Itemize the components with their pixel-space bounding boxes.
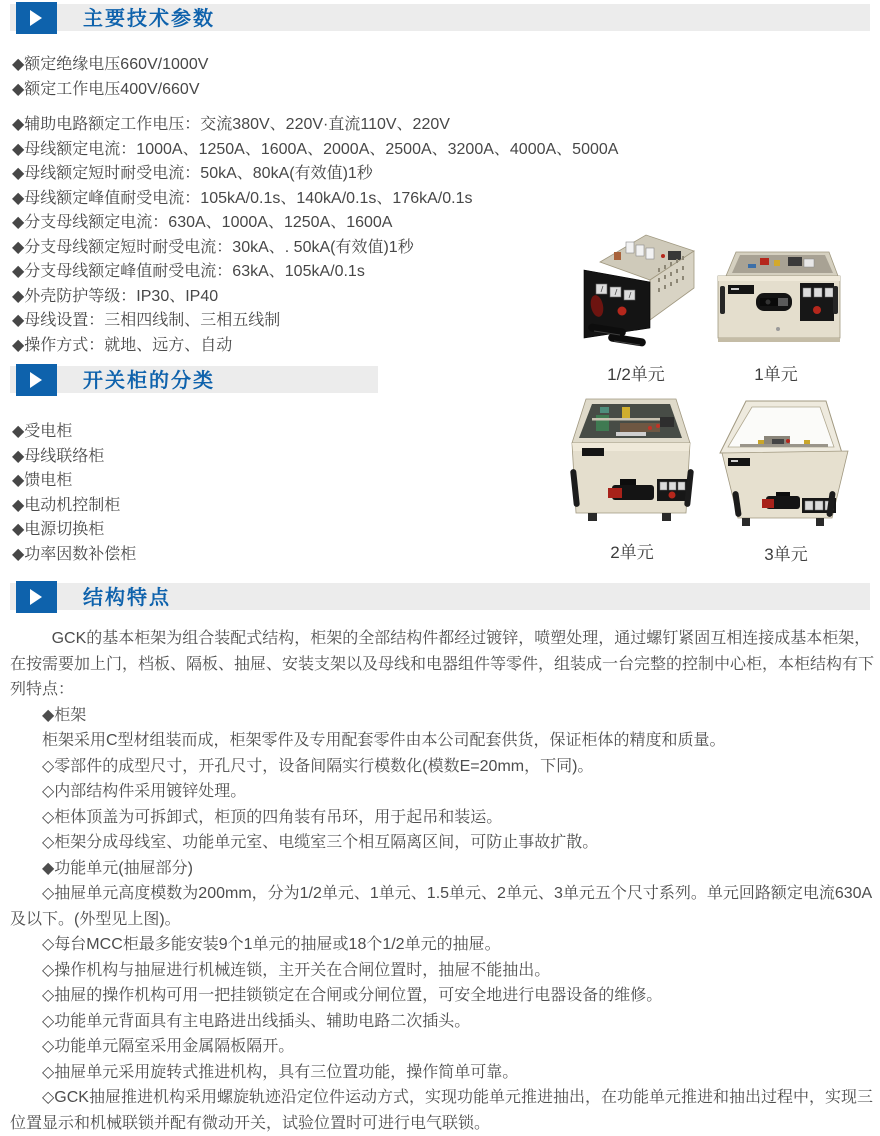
list-item: ◆分支母线额定短时耐受电流：30kA、. 50kA(有效值)1秒 bbox=[12, 238, 414, 256]
paragraph: 柜架采用C型材组装而成，柜架零件及专用配套零件由本公司配套供货，保证柜体的精度和质量。 bbox=[42, 732, 726, 749]
list-item: ◆操作方式：就地、远方、自动 bbox=[12, 336, 233, 354]
drawer-unit-one-illustration bbox=[708, 246, 844, 346]
tech-params-list bbox=[12, 53, 618, 358]
list-item: ◆外壳防护等级：IP30、IP40 bbox=[12, 287, 219, 305]
paragraph: ◇柜体顶盖为可拆卸式，柜顶的四角装有吊环，用于起吊和装运。 bbox=[42, 808, 503, 826]
paragraph: ◆功能单元(抽屉部分) bbox=[42, 859, 193, 877]
structure-feature-text bbox=[10, 626, 874, 1136]
unit-two-photo bbox=[562, 393, 702, 543]
list-item: ◆分支母线额定电流：630A、1000A、1250A、1600A bbox=[12, 214, 393, 231]
list-item: ◆功率因数补偿柜 bbox=[12, 545, 137, 563]
unit-photo-gallery bbox=[540, 228, 880, 580]
drawer-unit-half-illustration bbox=[570, 228, 702, 356]
paragraph: ◇零部件的成型尺寸，开孔尺寸，设备间隔实行模数化(模数E=20mm，下同)。 bbox=[42, 757, 594, 775]
list-item: ◆母线额定短时耐受电流：50kA、80kA(有效值)1秒 bbox=[12, 165, 373, 182]
section-badge bbox=[16, 364, 57, 396]
paragraph: ◇抽屉单元采用旋转式推进机构，具有三位置功能，操作简单可靠。 bbox=[42, 1063, 519, 1081]
section-title: 主要技术参数 bbox=[83, 8, 215, 30]
paragraph: ◇柜架分成母线室、功能单元室、电缆室三个相互隔离区间，可防止事故扩散。 bbox=[42, 834, 599, 851]
section-title: 结构特点 bbox=[83, 587, 171, 609]
play-triangle-icon bbox=[30, 589, 42, 605]
list-item: ◆额定绝缘电压660V/1000V bbox=[12, 56, 209, 73]
paragraph: ◇功能单元隔室采用金属隔板隔开。 bbox=[42, 1038, 295, 1055]
paragraph: ◇抽屉的操作机构可用一把挂锁锁定在合闸或分闸位置，可安全地进行电器设备的维修。 bbox=[42, 987, 663, 1004]
paragraph: ◇每台MCC柜最多能安装9个1单元的抽屉或18个1/2单元的抽屉。 bbox=[42, 936, 501, 953]
classification-list bbox=[12, 420, 136, 567]
paragraph: ◇操作机构与抽屉进行机械连锁，主开关在合闸位置时，抽屉不能抽出。 bbox=[42, 961, 551, 979]
paragraph: ◇功能单元背面具有主电路进出线插头、辅助电路二次插头。 bbox=[42, 1012, 471, 1030]
unit-label: 1单元 bbox=[754, 365, 798, 384]
list-item: ◆母线联络柜 bbox=[12, 447, 105, 465]
list-item: ◆母线额定电流：1000A、1250A、1600A、2000A、2500A、3200A、4000A、5000A bbox=[12, 140, 619, 158]
list-item: ◆分支母线额定峰值耐受电流：63kA、105kA/0.1s bbox=[12, 263, 365, 280]
section-badge bbox=[16, 2, 57, 34]
unit-one-photo bbox=[708, 246, 844, 351]
play-triangle-icon bbox=[30, 10, 42, 26]
play-triangle-icon bbox=[30, 372, 42, 388]
unit-half-photo bbox=[570, 228, 702, 361]
unit-three-photo bbox=[712, 396, 860, 541]
paragraph: ◇GCK抽屉推进机构采用螺旋轨迹沿定位件运动方式，实现功能单元推进抽出，在功能单元推进和抽出过程中，实现三位置显示和机械联锁并配有微动开关，试验位置时可进行电气联锁。 bbox=[10, 1089, 873, 1132]
list-item: ◆电动机控制柜 bbox=[12, 496, 121, 514]
list-item: ◆辅助电路额定工作电压：交流380V、220V·直流110V、220V bbox=[12, 116, 450, 133]
section-title: 开关柜的分类 bbox=[83, 370, 215, 392]
section-badge bbox=[16, 581, 57, 613]
drawer-unit-three-illustration bbox=[712, 396, 860, 536]
section-header-classification bbox=[10, 366, 378, 393]
list-item: ◆母线额定峰值耐受电流：105kA/0.1s、140kA/0.1s、176kA/0.1s bbox=[12, 189, 473, 207]
paragraph: ◇抽屉单元高度模数为200mm，分为1/2单元、1单元、1.5单元、2单元、3单元五个尺寸系列。单元回路额定电流630A及以下。(外型见上图)。 bbox=[10, 885, 873, 928]
paragraph: ◆柜架 bbox=[42, 706, 87, 724]
paragraph: GCK的基本柜架为组合装配式结构，柜架的全部结构件都经过镀锌，喷塑处理，通过螺钉紧固互相连接成基本柜架，在按需要加上门，档板、隔板、抽屉、安装支架以及母线和电器组件等零件，组装成一台完整的控制中心柜，本柜结构有下列特点： bbox=[10, 630, 875, 698]
list-item: ◆馈电柜 bbox=[12, 472, 73, 489]
list-item: ◆额定工作电压400V/660V bbox=[12, 80, 200, 98]
paragraph: ◇内部结构件采用镀锌处理。 bbox=[42, 783, 247, 800]
unit-label: 2单元 bbox=[610, 543, 654, 562]
section-header-structure bbox=[10, 583, 870, 610]
list-item: ◆母线设置：三相四线制、三相五线制 bbox=[12, 312, 281, 329]
list-item: ◆受电柜 bbox=[12, 423, 73, 440]
unit-label: 3单元 bbox=[764, 545, 808, 564]
unit-label: 1/2单元 bbox=[607, 365, 665, 384]
section-header-tech-params bbox=[10, 4, 870, 31]
drawer-unit-two-illustration bbox=[562, 393, 702, 538]
list-item: ◆电源切换柜 bbox=[12, 521, 105, 538]
